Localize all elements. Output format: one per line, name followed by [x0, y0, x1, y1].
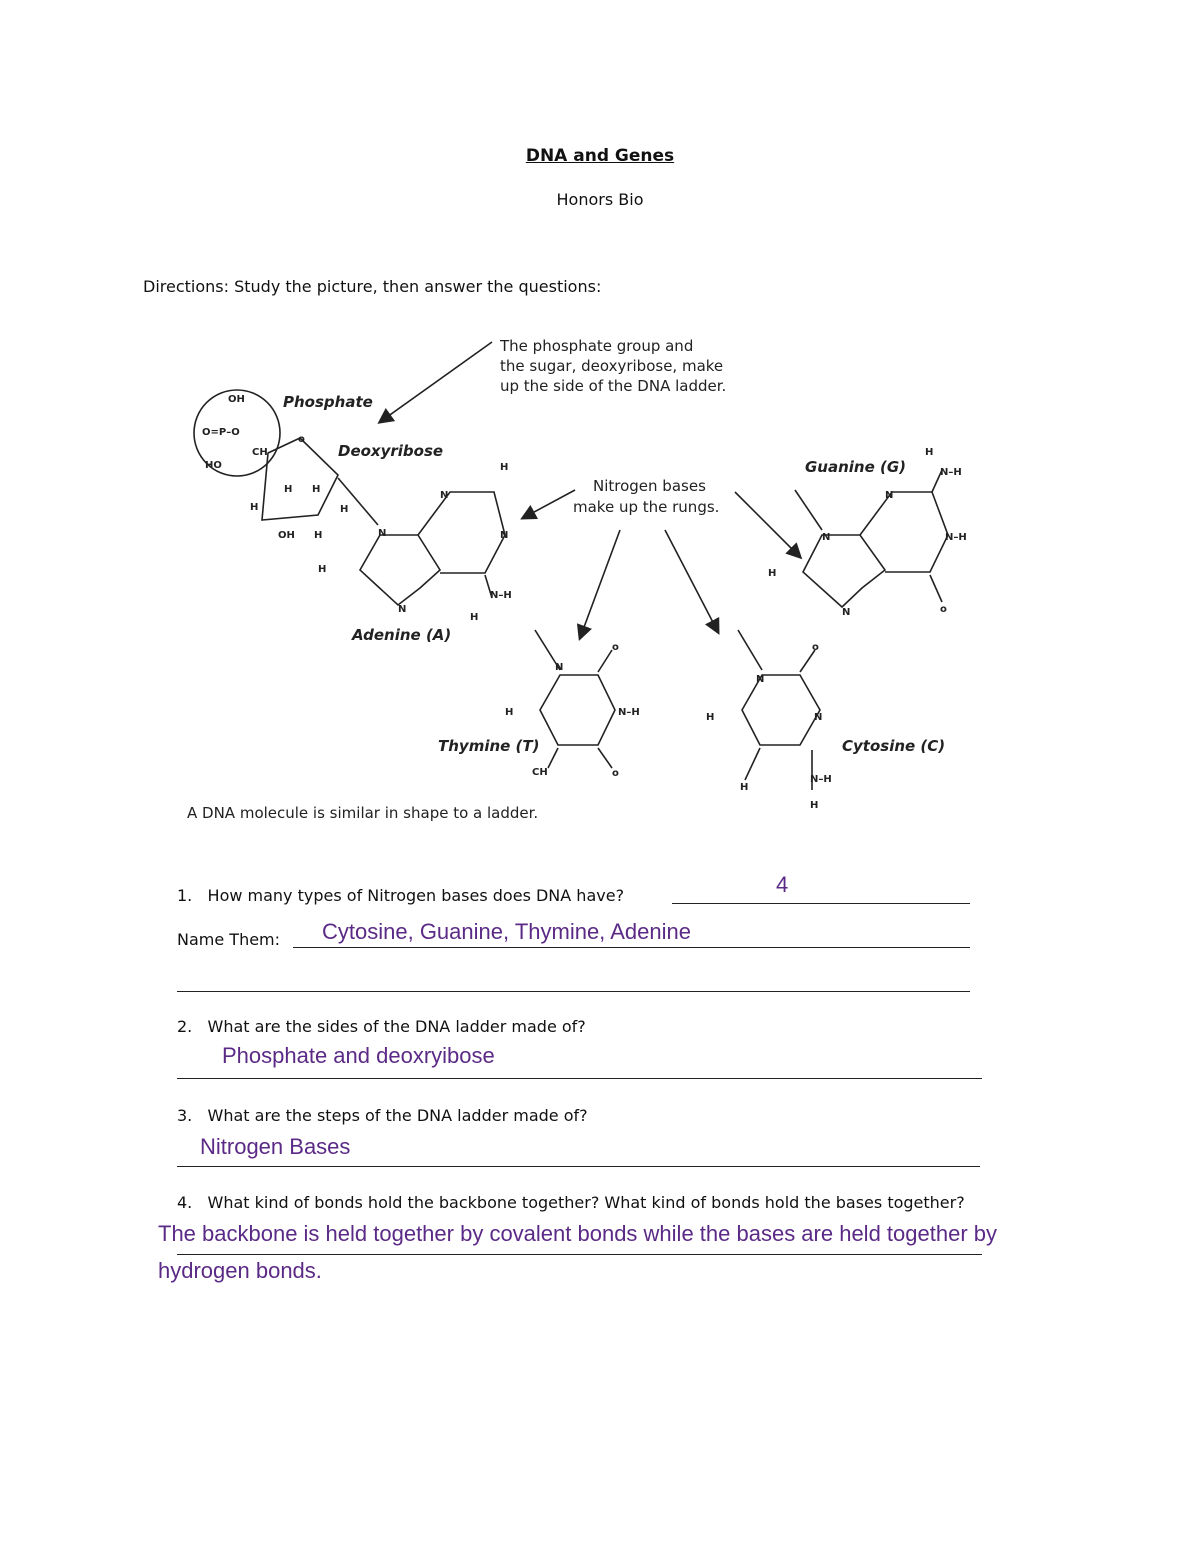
svg-text:CH: CH [252, 447, 268, 458]
question-1-text: How many types of Nitrogen bases does DNA have? [207, 886, 625, 905]
svg-text:H: H [470, 612, 479, 623]
svg-text:H: H [318, 564, 327, 575]
svg-text:N: N [378, 528, 387, 539]
answer-name-them[interactable]: Cytosine, Guanine, Thymine, Adenine [322, 919, 691, 944]
answer-3[interactable]: Nitrogen Bases [200, 1134, 351, 1159]
svg-text:N: N [440, 490, 449, 501]
svg-text:N–H: N–H [940, 467, 962, 478]
svg-text:N–H: N–H [618, 707, 640, 718]
arrow-rungs-to-thymine [580, 530, 620, 638]
svg-text:N–H: N–H [490, 590, 512, 601]
callout-rungs-line-1: Nitrogen bases [593, 477, 706, 495]
question-3-number: 3. [177, 1106, 193, 1125]
svg-text:N: N [842, 607, 851, 618]
svg-text:H: H [312, 484, 321, 495]
label-cytosine: Cytosine (C) [842, 737, 946, 755]
callout-sides-line-2: the sugar, deoxyribose, make [500, 357, 724, 375]
label-adenine: Adenine (A) [352, 626, 452, 644]
page-title: DNA and Genes [525, 146, 675, 166]
label-guanine: Guanine (G) [805, 458, 907, 476]
svg-text:N: N [756, 674, 765, 685]
deoxyribose-ring [262, 438, 338, 520]
label-deoxyribose: Deoxyribose [338, 442, 444, 460]
cytosine-ring [742, 675, 823, 745]
question-name-them: Name Them: [177, 930, 281, 949]
svg-text:H: H [768, 568, 777, 579]
svg-text:CH: CH [532, 767, 548, 778]
label-phosphate: Phosphate [283, 393, 373, 411]
callout-sides-line-3: up the side of the DNA ladder. [500, 377, 727, 395]
question-2-text: What are the sides of the DNA ladder made of? [207, 1017, 586, 1036]
question-4-text: What kind of bonds hold the backbone together? What kind of bonds hold the bases together? [207, 1193, 965, 1212]
svg-text:N: N [814, 712, 823, 723]
answer-line-name-them [293, 947, 970, 948]
page-subtitle: Honors Bio [556, 190, 644, 209]
answer-1[interactable]: 4 [776, 872, 789, 897]
svg-text:H: H [810, 800, 819, 811]
svg-text:H: H [925, 447, 934, 458]
question-2 [177, 1017, 586, 1036]
callout-sides-line-1: The phosphate group and [500, 337, 694, 355]
arrow-rungs-to-adenine [523, 490, 575, 518]
svg-text:o: o [612, 768, 619, 779]
question-2-number: 2. [177, 1017, 193, 1036]
svg-text:OH: OH [228, 394, 245, 405]
svg-text:H: H [706, 712, 715, 723]
svg-text:o: o [940, 604, 947, 615]
answer-line-name-them-2 [177, 991, 970, 992]
svg-text:N–H: N–H [945, 532, 967, 543]
adenine-ring-a [360, 535, 440, 605]
svg-text:OH: OH [278, 530, 295, 541]
answer-4-line-1[interactable]: The backbone is held together by covalent bonds while the bases are held together by [158, 1221, 997, 1246]
question-1 [177, 886, 624, 905]
svg-text:H: H [505, 707, 514, 718]
question-4-number: 4. [177, 1193, 193, 1212]
arrow-sides-to-phosphate [380, 342, 492, 422]
answer-line-4 [177, 1254, 982, 1255]
svg-text:N: N [500, 530, 509, 541]
svg-text:H: H [314, 530, 323, 541]
directions-text: Directions: Study the picture, then answer the questions: [143, 277, 602, 296]
callout-rungs-line-2: make up the rungs. [573, 498, 720, 516]
arrow-rungs-to-guanine [735, 492, 800, 557]
svg-text:o: o [298, 434, 305, 445]
question-1-number: 1. [177, 886, 193, 905]
svg-text:H: H [284, 484, 293, 495]
question-4 [177, 1193, 965, 1212]
answer-line-1 [672, 903, 970, 904]
question-3 [177, 1106, 588, 1125]
answer-line-3 [177, 1166, 980, 1167]
guanine-ring-a [803, 535, 885, 607]
svg-text:N: N [555, 662, 564, 673]
label-thymine: Thymine (T) [438, 737, 540, 755]
figure-caption: A DNA molecule is similar in shape to a ladder. [187, 804, 539, 822]
answer-2[interactable]: Phosphate and deoxryibose [222, 1043, 495, 1068]
svg-text:HO: HO [205, 460, 222, 471]
svg-text:H: H [250, 502, 259, 513]
question-3-text: What are the steps of the DNA ladder made of? [207, 1106, 588, 1125]
dna-structure-figure [0, 320, 1200, 840]
svg-text:N–H: N–H [810, 774, 832, 785]
arrow-rungs-to-cytosine [665, 530, 718, 632]
svg-text:N: N [398, 604, 407, 615]
svg-text:O=P–O: O=P–O [202, 427, 240, 438]
answer-line-2 [177, 1078, 982, 1079]
thymine-ring [540, 675, 615, 745]
svg-text:N: N [885, 490, 894, 501]
svg-text:N: N [822, 532, 831, 543]
svg-text:o: o [812, 642, 819, 653]
adenine-ring-b [418, 492, 505, 573]
svg-text:H: H [340, 504, 349, 515]
svg-text:H: H [500, 462, 509, 473]
guanine-ring-b [860, 492, 948, 572]
svg-text:o: o [612, 642, 619, 653]
answer-4-line-2[interactable]: hydrogen bonds. [158, 1258, 322, 1283]
svg-text:H: H [740, 782, 749, 793]
